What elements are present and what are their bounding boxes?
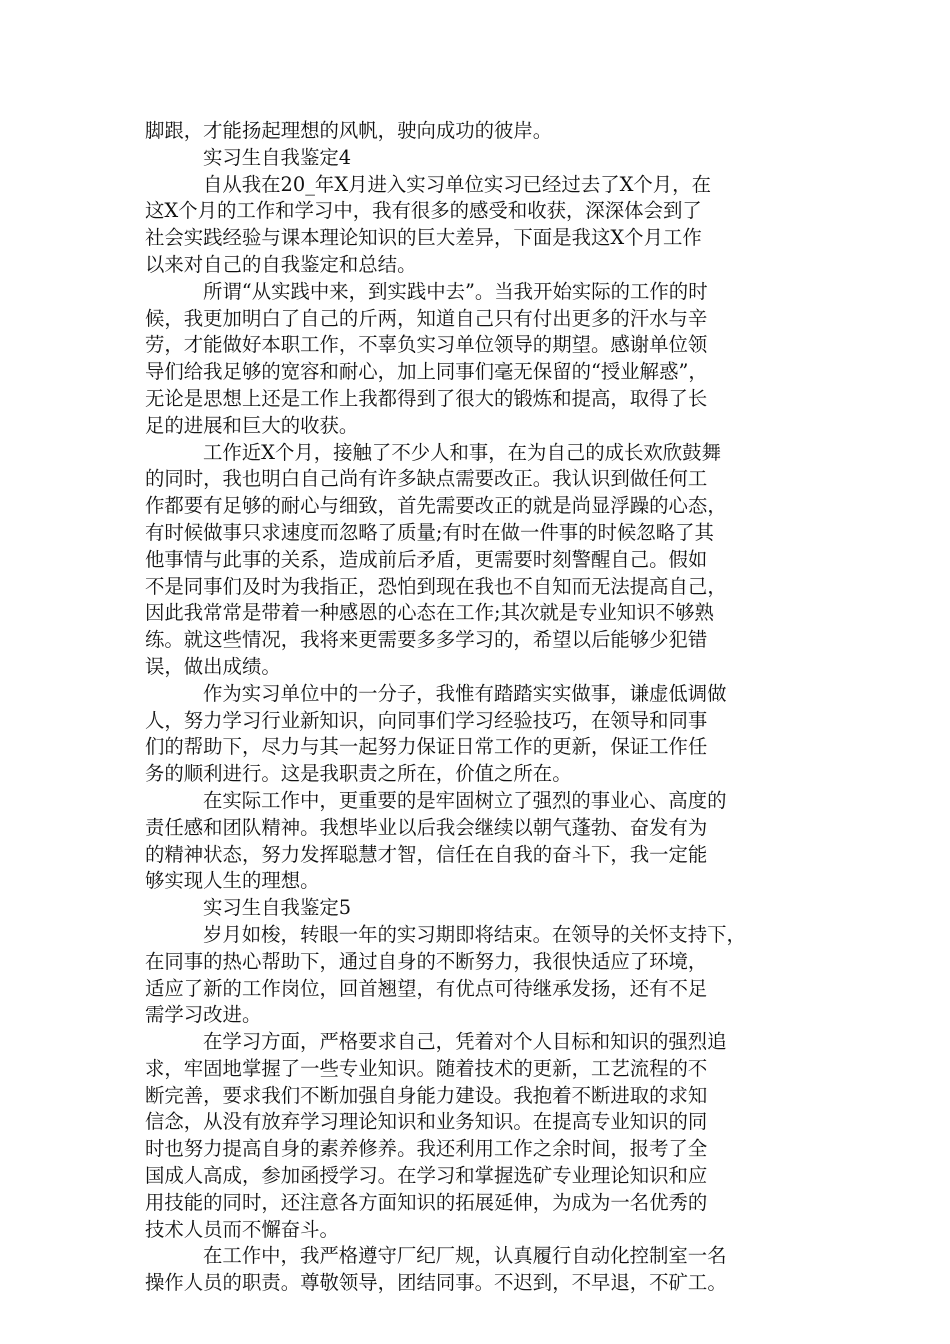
text-line: 人，努力学习行业新知识，向同事们学习经验技巧，在领导和同事 [145,708,708,732]
text-line: 的同时，我也明白自己尚有许多缺点需要改正。我认识到做任何工 [145,467,708,491]
text-line: 需学习改进。 [145,1003,262,1027]
text-line: 在工作中，我严格遵守厂纪厂规，认真履行自动化控制室一名 [203,1244,727,1268]
text-line: 实习生自我鉴定5 [203,896,352,920]
text-line: 责任感和团队精神。我想毕业以后我会继续以朝气蓬勃、奋发有为 [145,815,708,839]
text-line: 断完善，要求我们不断加强自身能力建设。我抱着不断进取的求知 [145,1083,708,1107]
text-line: 这X个月的工作和学习中，我有很多的感受和收获，深深体会到了 [145,199,702,223]
text-line: 他事情与此事的关系，造成前后矛盾，更需要时刻警醒自己。假如 [145,547,708,571]
text-line: 的精神状态，努力发挥聪慧才智，信任在自我的奋斗下，我一定能 [145,842,708,866]
text-line: 因此我常常是带着一种感恩的心态在工作;其次就是专业知识不够熟 [145,601,714,625]
text-line: 工作近X个月，接触了不少人和事，在为自己的成长欢欣鼓舞 [203,440,721,464]
text-line: 在实际工作中，更重要的是牢固树立了强烈的事业心、高度的 [203,788,727,812]
text-line: 在同事的热心帮助下，通过自身的不断努力，我很快适应了环境， [145,949,708,973]
text-line: 足的进展和巨大的收获。 [145,413,359,437]
text-line: 求，牢固地掌握了一些专业知识。随着技术的更新，工艺流程的不 [145,1056,708,1080]
text-line: 作都要有足够的耐心与细致，首先需要改正的就是尚显浮躁的心态， [145,494,727,518]
text-line: 们的帮助下，尽力与其一起努力保证日常工作的更新，保证工作任 [145,735,708,759]
text-line: 适应了新的工作岗位，回首翘望，有优点可待继承发扬，还有不足 [145,976,708,1000]
text-line: 自从我在20_年X月进入实习单位实习已经过去了X个月，在 [203,172,711,196]
text-line: 用技能的同时，还注意各方面知识的拓展延伸，为成为一名优秀的 [145,1190,708,1214]
text-line: 导们给我足够的宽容和耐心，加上同事们毫无保留的“授业解惑”， [145,360,708,384]
text-line: 误，做出成绩。 [145,654,281,678]
text-line: 时也努力提高自身的素养修养。我还利用工作之余时间，报考了全 [145,1137,708,1161]
text-line: 技术人员而不懈奋斗。 [145,1217,339,1241]
text-line: 所谓“从实践中来，到实践中去”。当我开始实际的工作的时 [203,279,708,303]
text-line: 有时候做事只求速度而忽略了质量;有时在做一件事的时候忽略了其 [145,520,714,544]
document-body [145,118,845,1297]
text-line: 练。就这些情况，我将来更需要多多学习的，希望以后能够少犯错 [145,628,708,652]
text-line: 以来对自己的自我鉴定和总结。 [145,252,417,276]
text-line: 作为实习单位中的一分子，我惟有踏踏实实做事，谦虚低调做 [203,681,727,705]
text-line: 实习生自我鉴定4 [203,145,352,169]
text-line: 操作人员的职责。尊敬领导，团结同事。不迟到，不早退，不矿工。 [145,1271,727,1295]
text-line: 候，我更加明白了自己的斤两，知道自己只有付出更多的汗水与辛 [145,306,708,330]
text-line: 不是同事们及时为我指正，恐怕到现在我也不自知而无法提高自己， [145,574,727,598]
text-line: 够实现人生的理想。 [145,869,320,893]
text-line: 脚跟，才能扬起理想的风帆，驶向成功的彼岸。 [145,119,553,142]
text-line: 信念，从没有放弃学习理论知识和业务知识。在提高专业知识的同 [145,1110,708,1134]
text-line: 劳，才能做好本职工作，不辜负实习单位领导的期望。感谢单位领 [145,333,708,357]
text-line: 社会实践经验与课本理论知识的巨大差异，下面是我这X个月工作 [145,226,702,250]
text-line: 务的顺利进行。这是我职责之所在，价值之所在。 [145,762,572,786]
text-line: 无论是思想上还是工作上我都得到了很大的锻炼和提高，取得了长 [145,386,708,410]
text-line: 岁月如梭，转眼一年的实习期即将结束。在领导的关怀支持下， [203,922,746,946]
text-line: 在学习方面，严格要求自己，凭着对个人目标和知识的强烈追 [203,1030,727,1054]
text-line: 国成人高成，参加函授学习。在学习和掌握选矿专业理论知识和应 [145,1164,708,1188]
